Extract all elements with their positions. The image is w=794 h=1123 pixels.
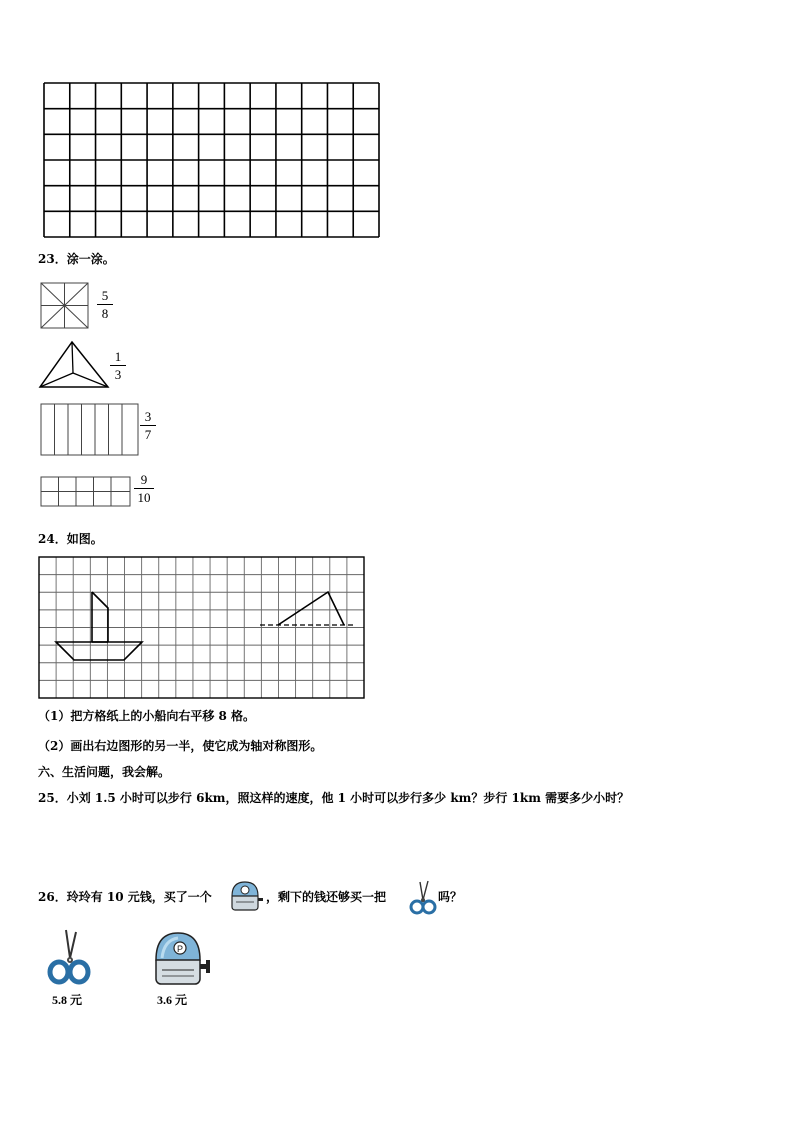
q24-title: 24．如图。 — [38, 532, 103, 546]
fraction-5-8: 5 8 — [97, 288, 113, 321]
q23-title: 23．涂一涂。 — [38, 252, 115, 266]
q24-part1: （1）把方格纸上的小船向右平移 8 格。 — [38, 709, 256, 723]
svg-text:P: P — [177, 944, 184, 954]
square-eight-parts — [40, 282, 90, 330]
q26-text-middle: ，剩下的钱还够买一把 — [266, 890, 387, 904]
q25-text: 25．小刘 1.5 小时可以步行 6km，照这样的速度，他 1 小时可以步行多少 km？步行 1km 需要多少小时？ — [38, 791, 630, 805]
sharpener-price: 3.6 元 — [157, 993, 188, 1007]
q24-part2: （2）画出右边图形的另一半，使它成为轴对称图形。 — [38, 739, 323, 753]
fraction-3-7: 3 7 — [140, 409, 156, 442]
scissors-icon — [408, 878, 438, 916]
fraction-1-3: 1 3 — [110, 349, 126, 382]
empty-grid — [43, 82, 380, 238]
pencil-sharpener-icon — [150, 930, 214, 988]
q26-text-after: 吗？ — [438, 890, 463, 904]
section6-title: 六、生活问题，我会解。 — [38, 765, 171, 779]
boat-grid — [38, 556, 366, 701]
scissors-price: 5.8 元 — [52, 993, 83, 1007]
rectangle-ten-cells — [40, 476, 132, 508]
pencil-sharpener-icon — [228, 880, 264, 914]
q26-text-before: 26．玲玲有 10 元钱，买了一个 — [38, 890, 212, 904]
fraction-9-10: 9 10 — [134, 472, 154, 505]
boat-shape — [56, 592, 142, 660]
rectangle-seven-strips — [40, 403, 140, 457]
half-figure — [278, 592, 344, 625]
scissors-icon — [46, 928, 92, 988]
triangle-three-parts — [38, 340, 110, 390]
